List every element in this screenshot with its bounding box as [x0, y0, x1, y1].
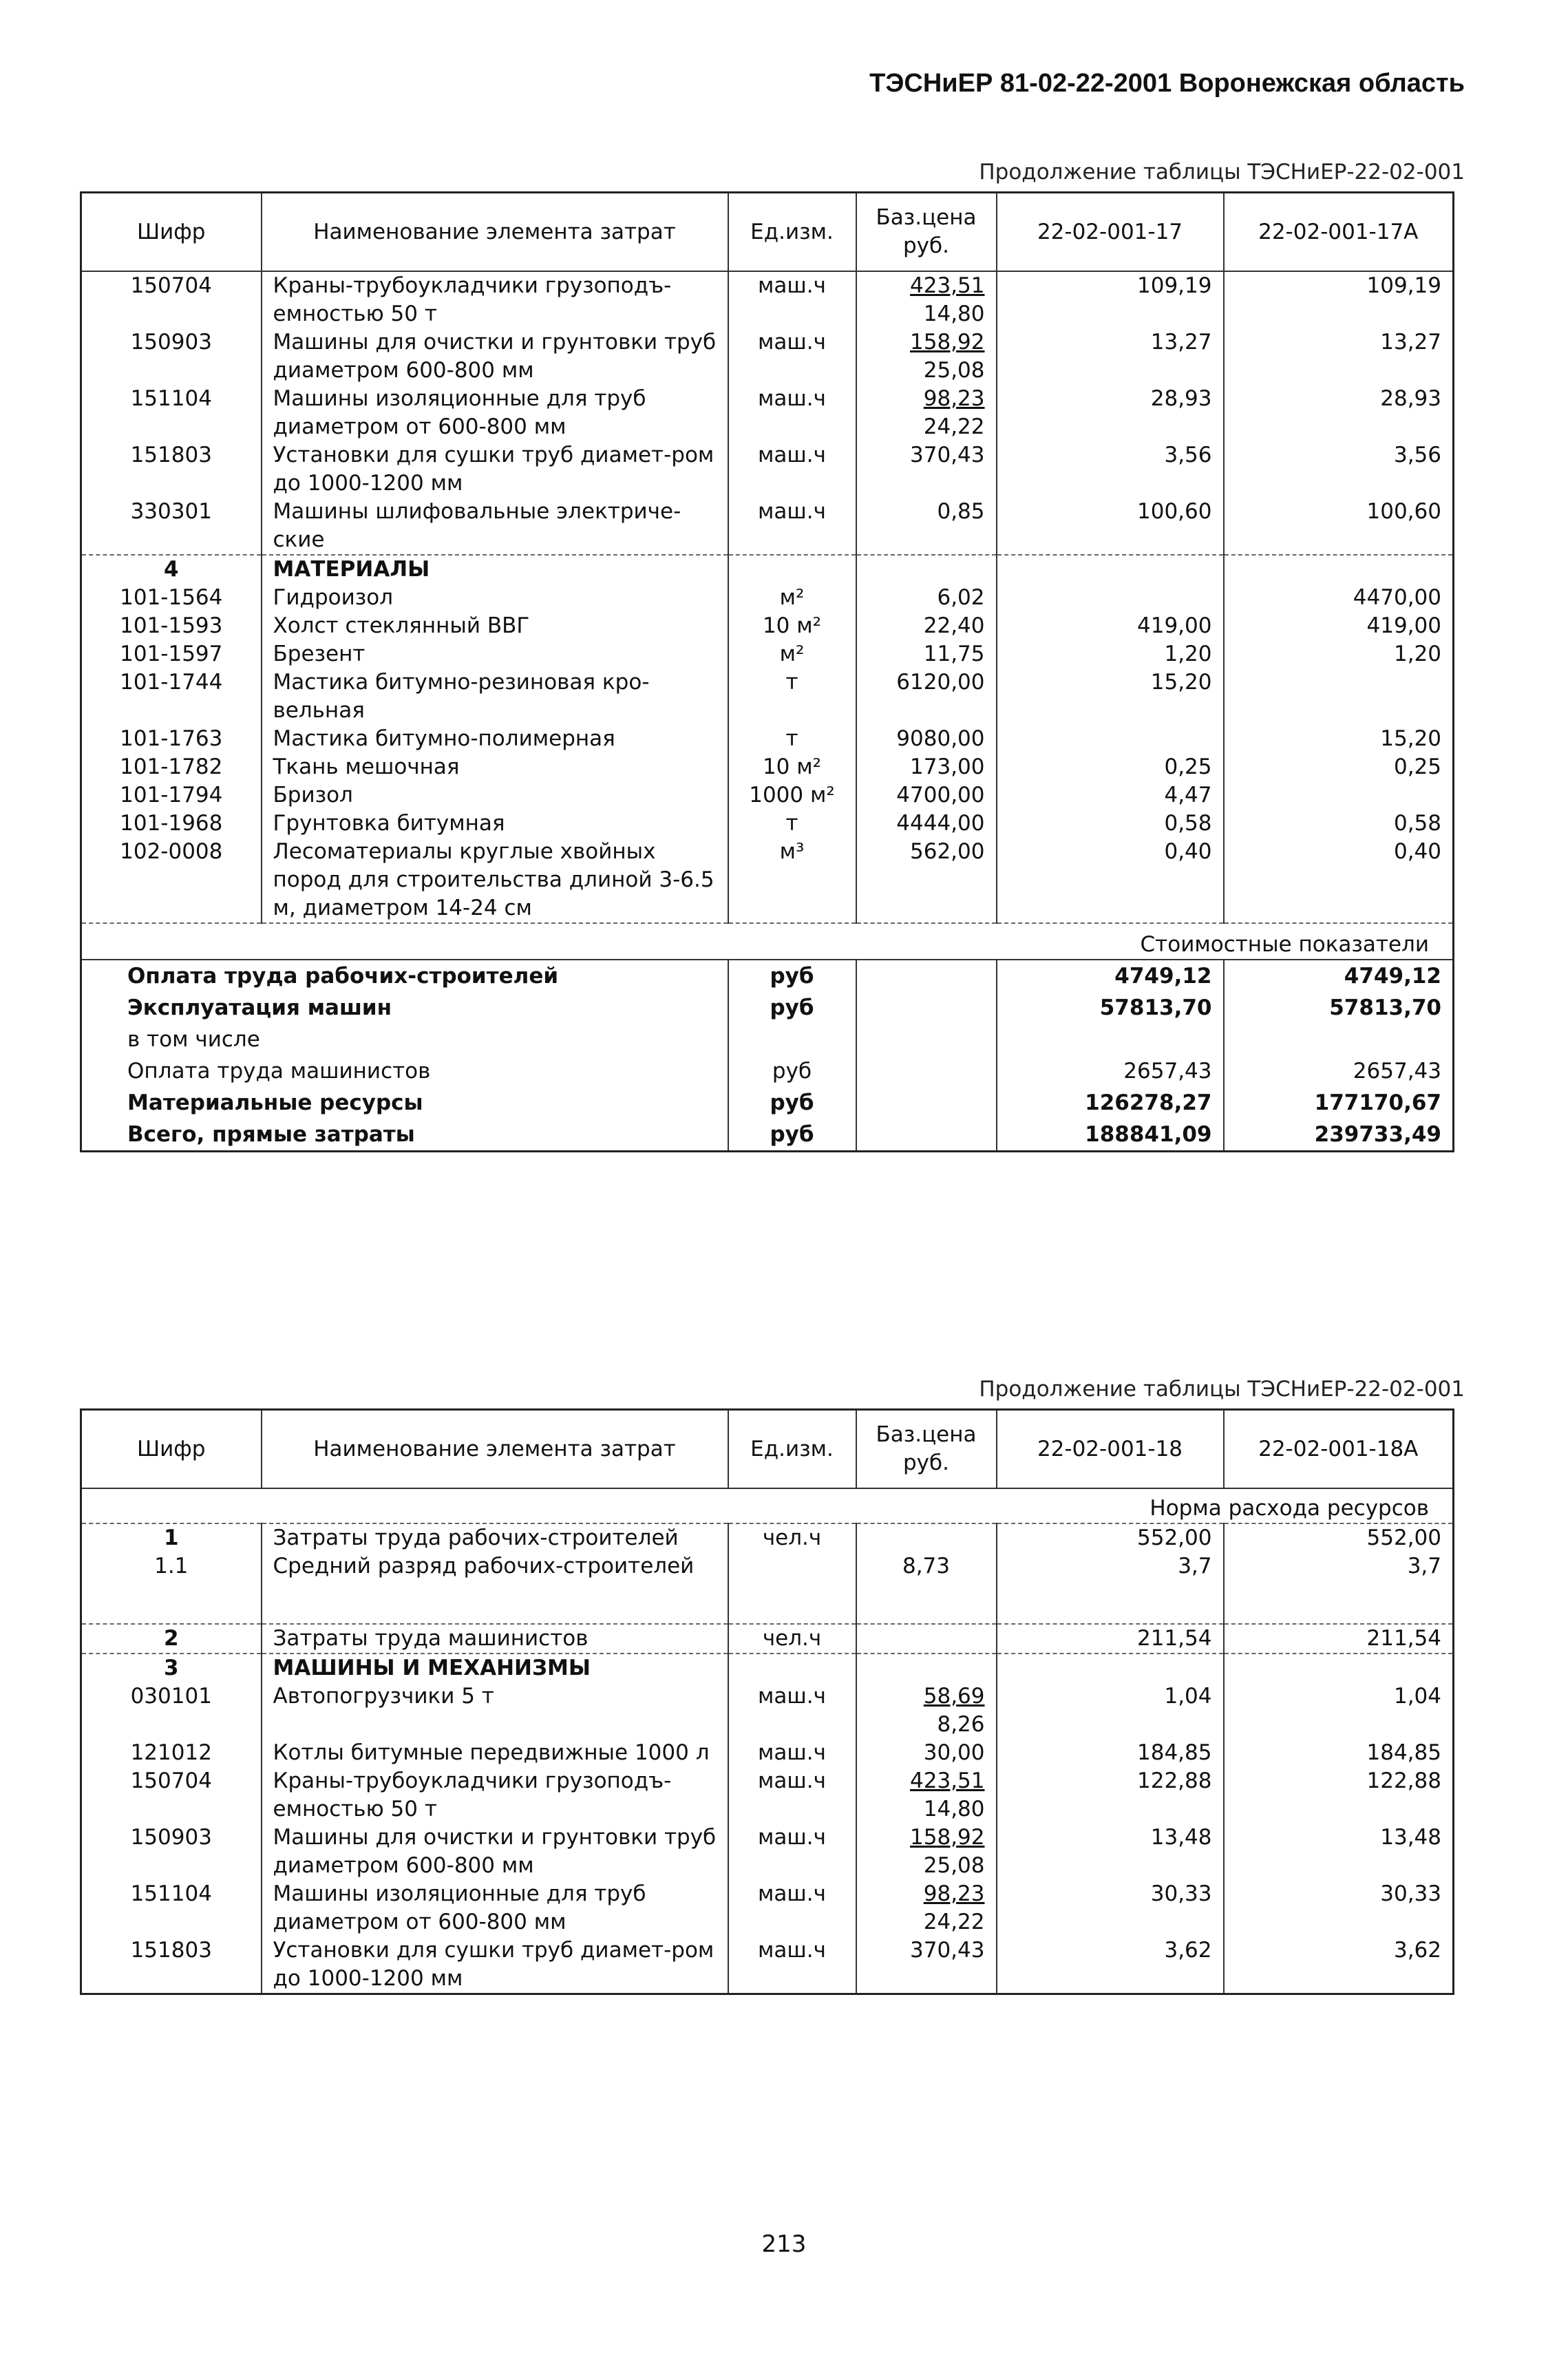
row-unit: маш.ч [728, 441, 856, 498]
table-row [81, 584, 1454, 612]
row-price [856, 1880, 997, 1936]
row-price [856, 1824, 997, 1880]
row-value-1 [997, 584, 1224, 612]
table-row [81, 385, 1454, 441]
row-value-2: 30,33 [1224, 1880, 1454, 1936]
row-value-2: 211,54 [1224, 1624, 1454, 1654]
table-row [81, 1767, 1454, 1824]
summary-value-1: 126278,27 [997, 1087, 1224, 1119]
summary-row [81, 1055, 1454, 1087]
document-header: ТЭСНиЕР 81-02-22-2001 Воронежская область [869, 69, 1465, 98]
row-name: Брезент [262, 640, 728, 668]
row-unit: м³ [728, 838, 856, 923]
row-price-base: 98,23 [923, 386, 985, 411]
column-header-norm-17: 22-02-001-17 [997, 193, 1224, 272]
table-row [81, 1552, 1454, 1624]
cost-indicators-row [81, 923, 1454, 960]
row-value-1: 15,20 [997, 668, 1224, 725]
norm-title: Норма расхода ресурсов [1149, 1496, 1429, 1521]
row-price: 173,00 [856, 753, 997, 781]
row-value-1 [997, 725, 1224, 753]
summary-label: Материальные ресурсы [127, 1090, 423, 1115]
row-price: 562,00 [856, 838, 997, 923]
row-unit: маш.ч [728, 1739, 856, 1767]
row-unit: т [728, 668, 856, 725]
row-code: 121012 [130, 1740, 212, 1765]
row-code: 101-1593 [120, 613, 223, 638]
row-value-1: 419,00 [997, 612, 1224, 640]
column-header-price: Баз.цена руб. [856, 193, 997, 272]
row-name: Машины изоляционные для труб диаметром от 600-800 мм [262, 1880, 728, 1936]
row-name: Бризол [262, 781, 728, 810]
section-code: 3 [81, 1654, 262, 1682]
row-value-1: 0,40 [997, 838, 1224, 923]
summary-label: в том числе [127, 1027, 260, 1052]
summary-value-2: 239733,49 [1224, 1119, 1454, 1152]
column-header-name: Наименование элемента затрат [262, 1410, 728, 1489]
column-header-code: Шифр [81, 193, 262, 272]
summary-unit [728, 1024, 856, 1055]
column-header-price: Баз.цена руб. [856, 1410, 997, 1489]
row-value-2: 15,20 [1224, 725, 1454, 753]
row-value-1: 211,54 [997, 1624, 1224, 1654]
row-unit: маш.ч [728, 385, 856, 441]
row-price-base: 370,43 [910, 443, 985, 467]
row-unit: маш.ч [728, 1767, 856, 1824]
row-code: 151803 [130, 443, 212, 467]
row-value-1: 1,20 [997, 640, 1224, 668]
table-row [81, 838, 1454, 923]
row-name: Мастика битумно-резиновая кро-вельная [262, 668, 728, 725]
row-unit: маш.ч [728, 328, 856, 385]
row-unit: т [728, 810, 856, 838]
row-price: 22,40 [856, 612, 997, 640]
table-row [81, 668, 1454, 725]
row-name: Машины для очистки и грунтовки труб диаметром 600-800 мм [262, 328, 728, 385]
row-value-1: 109,19 [997, 271, 1224, 328]
row-value-1: 0,58 [997, 810, 1224, 838]
row-code: 151104 [130, 386, 212, 411]
row-value-1: 100,60 [997, 498, 1224, 555]
row-unit: маш.ч [728, 1880, 856, 1936]
column-header-unit: Ед.изм. [728, 193, 856, 272]
column-header-code: Шифр [81, 1410, 262, 1489]
table-row [81, 441, 1454, 498]
row-name: Затраты труда рабочих-строителей [262, 1523, 728, 1552]
row-price-wage: 25,08 [923, 358, 985, 383]
cost-indicators-title: Стоимостные показатели [81, 923, 1454, 960]
row-unit: маш.ч [728, 1682, 856, 1739]
row-price-wage: 14,80 [923, 302, 985, 326]
row-price-base: 370,43 [910, 1938, 985, 1963]
table2-continuation-caption: Продолжение таблицы ТЭСНиЕР-22-02-001 [979, 1377, 1465, 1402]
row-unit: маш.ч [728, 1824, 856, 1880]
summary-label: Оплата труда машинистов [127, 1059, 431, 1084]
row-name: Грунтовка битумная [262, 810, 728, 838]
row-name: Машины для очистки и грунтовки труб диаметром 600-800 мм [262, 1824, 728, 1880]
row-value-1: 184,85 [997, 1739, 1224, 1767]
row-value-1: 4,47 [997, 781, 1224, 810]
row-code: 101-1744 [120, 670, 223, 695]
summary-value-2: 177170,67 [1224, 1087, 1454, 1119]
row-code: 1.1 [154, 1554, 189, 1578]
row-unit [728, 1552, 856, 1624]
row-price [856, 1767, 997, 1824]
row-price [856, 1682, 997, 1739]
table-row [81, 328, 1454, 385]
row-price-base: 423,51 [910, 1768, 985, 1793]
row-price-base: 423,51 [910, 273, 985, 298]
row-code: 330301 [130, 499, 212, 524]
row-price [856, 441, 997, 498]
row-value-2 [1224, 781, 1454, 810]
row-code: 2 [81, 1624, 262, 1654]
row-code: 1 [81, 1523, 262, 1552]
section-row [81, 555, 1454, 584]
row-value-1: 13,27 [997, 328, 1224, 385]
column-header-norm-17a: 22-02-001-17А [1224, 193, 1454, 272]
row-code: 150704 [130, 1768, 212, 1793]
row-unit: маш.ч [728, 1936, 856, 1994]
row-name: Котлы битумные передвижные 1000 л [262, 1739, 728, 1767]
summary-row [81, 1119, 1454, 1152]
table-row [81, 1880, 1454, 1936]
row-value-1: 552,00 [997, 1523, 1224, 1552]
row-name: Ткань мешочная [262, 753, 728, 781]
summary-value-2: 4749,12 [1224, 960, 1454, 992]
row-price [856, 271, 997, 328]
row-value-2: 184,85 [1224, 1739, 1454, 1767]
row-value-2: 13,48 [1224, 1824, 1454, 1880]
row-unit: маш.ч [728, 271, 856, 328]
row-code: 151104 [130, 1881, 212, 1906]
row-unit: т [728, 725, 856, 753]
row-value-2: 4470,00 [1224, 584, 1454, 612]
row-value-2 [1224, 668, 1454, 725]
summary-label: Оплата труда рабочих-строителей [81, 960, 728, 992]
table-row [81, 1739, 1454, 1767]
row-value-1: 30,33 [997, 1880, 1224, 1936]
row-price [856, 1523, 997, 1552]
row-price-base: 30,00 [923, 1740, 985, 1765]
row-code: 101-1794 [120, 783, 223, 807]
page-number: 213 [761, 2230, 807, 2258]
row-unit: м² [728, 584, 856, 612]
column-header-name: Наименование элемента затрат [262, 193, 728, 272]
row-code: 101-1564 [120, 585, 223, 610]
row-price [856, 1739, 997, 1767]
row-price [856, 498, 997, 555]
row-value-2: 100,60 [1224, 498, 1454, 555]
row-price: 4700,00 [856, 781, 997, 810]
row-code: 101-1597 [120, 642, 223, 666]
row-name: Установки для сушки труб диамет-ром до 1000-1200 мм [262, 1936, 728, 1994]
summary-value-1: 57813,70 [997, 992, 1224, 1024]
row-value-1: 13,48 [997, 1824, 1224, 1880]
row-value-2: 552,00 [1224, 1523, 1454, 1552]
table1-continuation-caption: Продолжение таблицы ТЭСНиЕР-22-02-001 [979, 160, 1465, 184]
row-value-1: 3,7 [997, 1552, 1224, 1624]
row-price-wage: 25,08 [923, 1853, 985, 1878]
table-row [81, 1824, 1454, 1880]
row-price-base: 98,23 [923, 1881, 985, 1906]
row-code: 101-1782 [120, 754, 223, 779]
row-code: 150903 [130, 1825, 212, 1850]
section-title: МАТЕРИАЛЫ [262, 555, 728, 584]
row-unit: маш.ч [728, 498, 856, 555]
table-row [81, 1936, 1454, 1994]
row-price-base: 158,92 [910, 1825, 985, 1850]
table-row [81, 725, 1454, 753]
summary-row [81, 1087, 1454, 1119]
table2 [80, 1408, 1454, 1995]
row-value-2: 122,88 [1224, 1767, 1454, 1824]
row-name: Гидроизол [262, 584, 728, 612]
row-price-wage: 24,22 [923, 414, 985, 439]
row-name: Краны-трубоукладчики грузоподъ-емностью 50 т [262, 271, 728, 328]
row-value-2: 419,00 [1224, 612, 1454, 640]
column-header-norm-18: 22-02-001-18 [997, 1410, 1224, 1489]
table-row [81, 1682, 1454, 1739]
row-name: Мастика битумно-полимерная [262, 725, 728, 753]
row-value-1: 3,62 [997, 1936, 1224, 1994]
row-code: 101-1763 [120, 726, 223, 751]
row-value-2: 1,20 [1224, 640, 1454, 668]
row-price: 6120,00 [856, 668, 997, 725]
row-value-2: 3,62 [1224, 1936, 1454, 1994]
row-price: 8,73 [856, 1552, 997, 1624]
row-price: 4444,00 [856, 810, 997, 838]
summary-value-2 [1224, 1024, 1454, 1055]
summary-unit: руб [728, 1119, 856, 1152]
row-price-base: 58,69 [923, 1684, 985, 1709]
row-price [856, 385, 997, 441]
row-code: 151803 [130, 1938, 212, 1963]
row-unit: 10 м² [728, 753, 856, 781]
row-unit: 1000 м² [728, 781, 856, 810]
row-price: 6,02 [856, 584, 997, 612]
row-value-2: 0,25 [1224, 753, 1454, 781]
row-name: Краны-трубоукладчики грузоподъ-емностью 50 т [262, 1767, 728, 1824]
summary-unit: руб [728, 1087, 856, 1119]
summary-row [81, 992, 1454, 1024]
row-price: 9080,00 [856, 725, 997, 753]
summary-value-1: 4749,12 [997, 960, 1224, 992]
table-row [81, 640, 1454, 668]
row-value-2: 0,58 [1224, 810, 1454, 838]
summary-label: Эксплуатация машин [127, 995, 392, 1020]
summary-value-1 [997, 1024, 1224, 1055]
row-value-2: 13,27 [1224, 328, 1454, 385]
row-value-2: 3,7 [1224, 1552, 1454, 1624]
section-title: МАШИНЫ И МЕХАНИЗМЫ [262, 1654, 728, 1682]
row-unit: чел.ч [728, 1523, 856, 1552]
row-price: 11,75 [856, 640, 997, 668]
column-header-norm-18a: 22-02-001-18А [1224, 1410, 1454, 1489]
summary-unit: руб [728, 960, 856, 992]
summary-value-1: 2657,43 [997, 1055, 1224, 1087]
summary-value-2: 2657,43 [1224, 1055, 1454, 1087]
row-name: Затраты труда машинистов [262, 1624, 728, 1654]
row-unit: 10 м² [728, 612, 856, 640]
row-value-1: 28,93 [997, 385, 1224, 441]
column-header-unit: Ед.изм. [728, 1410, 856, 1489]
table-row [81, 612, 1454, 640]
table-row [81, 1523, 1454, 1552]
table-row [81, 810, 1454, 838]
row-value-1: 3,56 [997, 441, 1224, 498]
table-row [81, 781, 1454, 810]
row-code: 150704 [130, 273, 212, 298]
summary-row [81, 1024, 1454, 1055]
table-row [81, 498, 1454, 555]
row-unit: чел.ч [728, 1624, 856, 1654]
summary-value-2: 57813,70 [1224, 992, 1454, 1024]
row-price-base: 158,92 [910, 330, 985, 355]
row-value-2: 0,40 [1224, 838, 1454, 923]
row-value-1: 122,88 [997, 1767, 1224, 1824]
row-name: Средний разряд рабочих-строителей [262, 1552, 728, 1624]
row-name: Автопогрузчики 5 т [262, 1682, 728, 1739]
row-name: Установки для сушки труб диамет-ром до 1000-1200 мм [262, 441, 728, 498]
row-name: Машины шлифовальные электриче-ские [262, 498, 728, 555]
table-row [81, 753, 1454, 781]
row-code: 030101 [130, 1684, 212, 1709]
row-price-wage: 14,80 [923, 1797, 985, 1821]
table-row [81, 271, 1454, 328]
table1 [80, 191, 1454, 1152]
section-row [81, 1654, 1454, 1682]
row-unit: м² [728, 640, 856, 668]
row-value-2: 1,04 [1224, 1682, 1454, 1739]
table-row [81, 1624, 1454, 1654]
row-value-2: 3,56 [1224, 441, 1454, 498]
row-value-1: 0,25 [997, 753, 1224, 781]
summary-value-1: 188841,09 [997, 1119, 1224, 1152]
summary-label: Всего, прямые затраты [127, 1122, 415, 1147]
summary-unit: руб [728, 992, 856, 1024]
row-price [856, 328, 997, 385]
norm-title-row [81, 1488, 1454, 1523]
summary-unit: руб [728, 1055, 856, 1087]
row-name: Лесоматериалы круглые хвойных пород для строительства длиной 3-6.5 м, диаметром 14-24 см [262, 838, 728, 923]
section-code: 4 [81, 555, 262, 584]
row-name: Холст стеклянный ВВГ [262, 612, 728, 640]
row-code: 150903 [130, 330, 212, 355]
row-price-base: 0,85 [937, 499, 985, 524]
row-value-2: 28,93 [1224, 385, 1454, 441]
row-code: 102-0008 [120, 839, 223, 864]
row-price [856, 1936, 997, 1994]
row-value-1: 1,04 [997, 1682, 1224, 1739]
row-value-2: 109,19 [1224, 271, 1454, 328]
row-price-wage: 8,26 [937, 1712, 985, 1737]
row-name: Машины изоляционные для труб диаметром от 600-800 мм [262, 385, 728, 441]
row-price [856, 1624, 997, 1654]
summary-row [81, 960, 1454, 992]
row-price-wage: 24,22 [923, 1910, 985, 1934]
row-code: 101-1968 [120, 811, 223, 836]
